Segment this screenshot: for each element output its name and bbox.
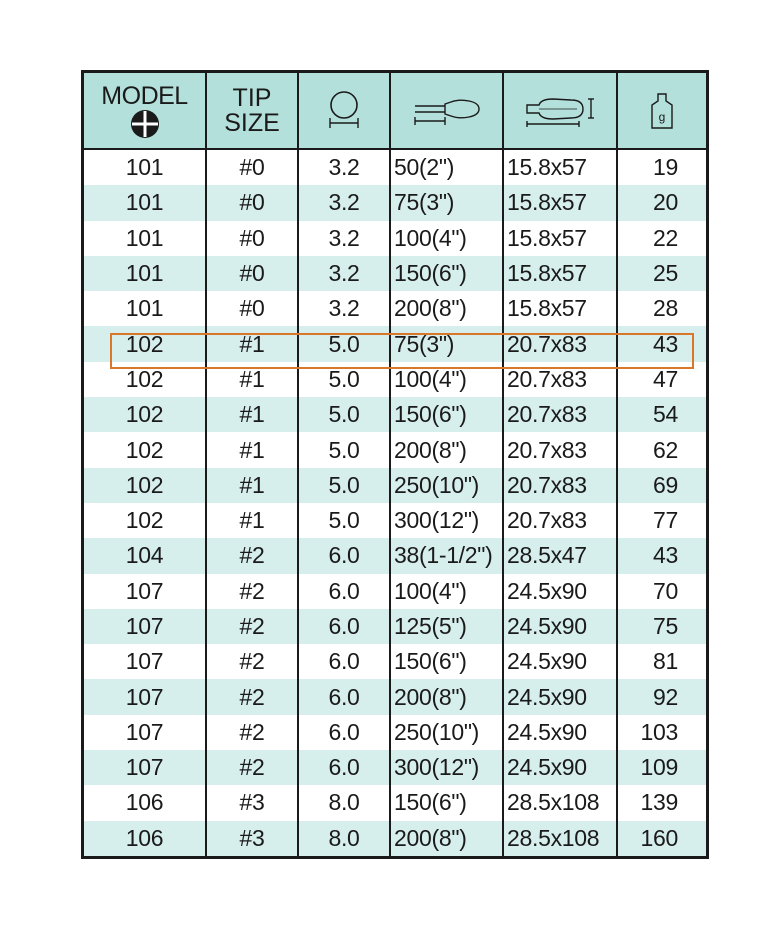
cell-diameter: 3.2 bbox=[298, 291, 390, 326]
cell-model: 107 bbox=[84, 750, 206, 785]
cell-handle-size: 15.8x57 bbox=[503, 291, 617, 326]
cell-weight: 75 bbox=[617, 609, 706, 644]
cell-model: 101 bbox=[84, 185, 206, 220]
header-row bbox=[84, 73, 706, 149]
cell-tip-size: #3 bbox=[206, 785, 298, 820]
cell-handle-size: 24.5x90 bbox=[503, 715, 617, 750]
cell-diameter: 6.0 bbox=[298, 679, 390, 714]
cell-blade-length: 75(3") bbox=[390, 185, 503, 220]
cell-blade-length: 150(6") bbox=[390, 785, 503, 820]
table-row bbox=[84, 750, 706, 785]
cell-diameter: 6.0 bbox=[298, 715, 390, 750]
cell-model: 102 bbox=[84, 326, 206, 361]
table-row bbox=[84, 785, 706, 820]
table-row bbox=[84, 679, 706, 714]
cell-weight: 103 bbox=[617, 715, 706, 750]
cell-handle-size: 20.7x83 bbox=[503, 362, 617, 397]
cell-diameter: 3.2 bbox=[298, 185, 390, 220]
cell-model: 101 bbox=[84, 149, 206, 185]
table-row bbox=[84, 291, 706, 326]
cell-blade-length: 100(4") bbox=[390, 574, 503, 609]
cell-handle-size: 20.7x83 bbox=[503, 432, 617, 467]
table-row bbox=[84, 538, 706, 573]
table-row bbox=[84, 221, 706, 256]
cell-tip-size: #0 bbox=[206, 149, 298, 185]
weight-icon bbox=[648, 91, 676, 131]
cell-weight: 81 bbox=[617, 644, 706, 679]
cell-tip-size: #1 bbox=[206, 468, 298, 503]
cell-diameter: 5.0 bbox=[298, 468, 390, 503]
table-row bbox=[84, 256, 706, 291]
cell-diameter: 5.0 bbox=[298, 362, 390, 397]
cell-blade-length: 250(10") bbox=[390, 468, 503, 503]
cell-weight: 47 bbox=[617, 362, 706, 397]
table-row bbox=[84, 468, 706, 503]
cell-blade-length: 50(2") bbox=[390, 149, 503, 185]
cell-model: 107 bbox=[84, 574, 206, 609]
cell-tip-size: #1 bbox=[206, 326, 298, 361]
cell-diameter: 5.0 bbox=[298, 397, 390, 432]
cell-blade-length: 200(8") bbox=[390, 679, 503, 714]
table-row bbox=[84, 715, 706, 750]
cell-diameter: 8.0 bbox=[298, 821, 390, 856]
table-row bbox=[84, 821, 706, 856]
cell-tip-size: #1 bbox=[206, 397, 298, 432]
cell-blade-length: 200(8") bbox=[390, 291, 503, 326]
cell-tip-size: #2 bbox=[206, 679, 298, 714]
cell-model: 102 bbox=[84, 362, 206, 397]
cell-blade-length: 150(6") bbox=[390, 256, 503, 291]
cell-weight: 43 bbox=[617, 538, 706, 573]
cell-diameter: 5.0 bbox=[298, 432, 390, 467]
cell-tip-size: #0 bbox=[206, 221, 298, 256]
cell-handle-size: 28.5x47 bbox=[503, 538, 617, 573]
cell-tip-size: #2 bbox=[206, 715, 298, 750]
blade-length-icon bbox=[411, 96, 483, 126]
model-label: MODEL bbox=[101, 81, 188, 110]
cell-blade-length: 300(12") bbox=[390, 750, 503, 785]
table-row bbox=[84, 397, 706, 432]
cell-weight: 22 bbox=[617, 221, 706, 256]
cell-blade-length: 200(8") bbox=[390, 821, 503, 856]
cell-weight: 43 bbox=[617, 326, 706, 361]
table-row bbox=[84, 326, 706, 361]
cell-tip-size: #2 bbox=[206, 609, 298, 644]
cell-weight: 19 bbox=[617, 149, 706, 185]
cell-handle-size: 20.7x83 bbox=[503, 468, 617, 503]
shank-diameter-icon bbox=[324, 89, 364, 133]
cell-blade-length: 75(3") bbox=[390, 326, 503, 361]
table-row bbox=[84, 185, 706, 220]
cell-diameter: 5.0 bbox=[298, 503, 390, 538]
cell-blade-length: 200(8") bbox=[390, 432, 503, 467]
table-row bbox=[84, 574, 706, 609]
cell-weight: 25 bbox=[617, 256, 706, 291]
spec-table-frame bbox=[81, 70, 709, 859]
cell-handle-size: 28.5x108 bbox=[503, 821, 617, 856]
cell-model: 106 bbox=[84, 785, 206, 820]
cell-model: 102 bbox=[84, 432, 206, 467]
cell-diameter: 3.2 bbox=[298, 149, 390, 185]
table-row bbox=[84, 432, 706, 467]
cell-handle-size: 15.8x57 bbox=[503, 149, 617, 185]
cell-weight: 69 bbox=[617, 468, 706, 503]
cell-weight: 77 bbox=[617, 503, 706, 538]
cell-model: 101 bbox=[84, 291, 206, 326]
header-weight bbox=[617, 73, 706, 149]
cell-weight: 109 bbox=[617, 750, 706, 785]
cell-tip-size: #2 bbox=[206, 574, 298, 609]
cell-blade-length: 100(4") bbox=[390, 362, 503, 397]
cell-blade-length: 250(10") bbox=[390, 715, 503, 750]
phillips-cross-icon bbox=[130, 109, 160, 139]
header-tip-size bbox=[206, 73, 298, 149]
header-diameter bbox=[298, 73, 390, 149]
cell-tip-size: #2 bbox=[206, 644, 298, 679]
cell-handle-size: 15.8x57 bbox=[503, 221, 617, 256]
cell-tip-size: #0 bbox=[206, 256, 298, 291]
cell-weight: 28 bbox=[617, 291, 706, 326]
cell-diameter: 6.0 bbox=[298, 609, 390, 644]
header-blade-length bbox=[390, 73, 503, 149]
cell-handle-size: 20.7x83 bbox=[503, 397, 617, 432]
cell-weight: 139 bbox=[617, 785, 706, 820]
cell-diameter: 6.0 bbox=[298, 574, 390, 609]
cell-handle-size: 24.5x90 bbox=[503, 750, 617, 785]
tip-label-line1: TIP bbox=[232, 83, 272, 112]
cell-model: 101 bbox=[84, 221, 206, 256]
cell-diameter: 3.2 bbox=[298, 221, 390, 256]
cell-handle-size: 20.7x83 bbox=[503, 503, 617, 538]
cell-handle-size: 24.5x90 bbox=[503, 644, 617, 679]
cell-tip-size: #3 bbox=[206, 821, 298, 856]
cell-weight: 54 bbox=[617, 397, 706, 432]
cell-weight: 160 bbox=[617, 821, 706, 856]
table-row bbox=[84, 644, 706, 679]
table-row bbox=[84, 362, 706, 397]
cell-handle-size: 28.5x108 bbox=[503, 785, 617, 820]
cell-weight: 92 bbox=[617, 679, 706, 714]
cell-diameter: 3.2 bbox=[298, 256, 390, 291]
cell-model: 107 bbox=[84, 609, 206, 644]
weight-unit-label: g bbox=[658, 109, 666, 124]
table-row bbox=[84, 609, 706, 644]
cell-handle-size: 24.5x90 bbox=[503, 679, 617, 714]
cell-model: 106 bbox=[84, 821, 206, 856]
cell-blade-length: 100(4") bbox=[390, 221, 503, 256]
cell-handle-size: 20.7x83 bbox=[503, 326, 617, 361]
cell-tip-size: #2 bbox=[206, 750, 298, 785]
header-handle-size bbox=[503, 73, 617, 149]
cell-tip-size: #1 bbox=[206, 362, 298, 397]
cell-model: 107 bbox=[84, 644, 206, 679]
cell-model: 102 bbox=[84, 397, 206, 432]
cell-blade-length: 150(6") bbox=[390, 397, 503, 432]
cell-model: 102 bbox=[84, 503, 206, 538]
handle-size-icon bbox=[519, 94, 601, 128]
cell-handle-size: 15.8x57 bbox=[503, 256, 617, 291]
cell-model: 104 bbox=[84, 538, 206, 573]
cell-blade-length: 150(6") bbox=[390, 644, 503, 679]
cell-tip-size: #2 bbox=[206, 538, 298, 573]
cell-diameter: 6.0 bbox=[298, 538, 390, 573]
table-body bbox=[84, 149, 706, 856]
cell-tip-size: #1 bbox=[206, 432, 298, 467]
cell-blade-length: 125(5") bbox=[390, 609, 503, 644]
cell-tip-size: #0 bbox=[206, 291, 298, 326]
cell-diameter: 8.0 bbox=[298, 785, 390, 820]
table-row bbox=[84, 149, 706, 185]
tip-label-line2: SIZE bbox=[224, 108, 280, 137]
cell-model: 107 bbox=[84, 679, 206, 714]
cell-tip-size: #0 bbox=[206, 185, 298, 220]
cell-blade-length: 38(1-1/2") bbox=[390, 538, 503, 573]
cell-handle-size: 24.5x90 bbox=[503, 609, 617, 644]
cell-handle-size: 24.5x90 bbox=[503, 574, 617, 609]
cell-model: 107 bbox=[84, 715, 206, 750]
table-row bbox=[84, 503, 706, 538]
table-header bbox=[84, 73, 706, 149]
cell-weight: 20 bbox=[617, 185, 706, 220]
cell-weight: 70 bbox=[617, 574, 706, 609]
cell-diameter: 6.0 bbox=[298, 750, 390, 785]
cell-model: 101 bbox=[84, 256, 206, 291]
spec-table bbox=[84, 73, 706, 856]
header-model bbox=[84, 73, 206, 149]
cell-model: 102 bbox=[84, 468, 206, 503]
cell-weight: 62 bbox=[617, 432, 706, 467]
cell-handle-size: 15.8x57 bbox=[503, 185, 617, 220]
cell-tip-size: #1 bbox=[206, 503, 298, 538]
cell-blade-length: 300(12") bbox=[390, 503, 503, 538]
cell-diameter: 6.0 bbox=[298, 644, 390, 679]
cell-diameter: 5.0 bbox=[298, 326, 390, 361]
